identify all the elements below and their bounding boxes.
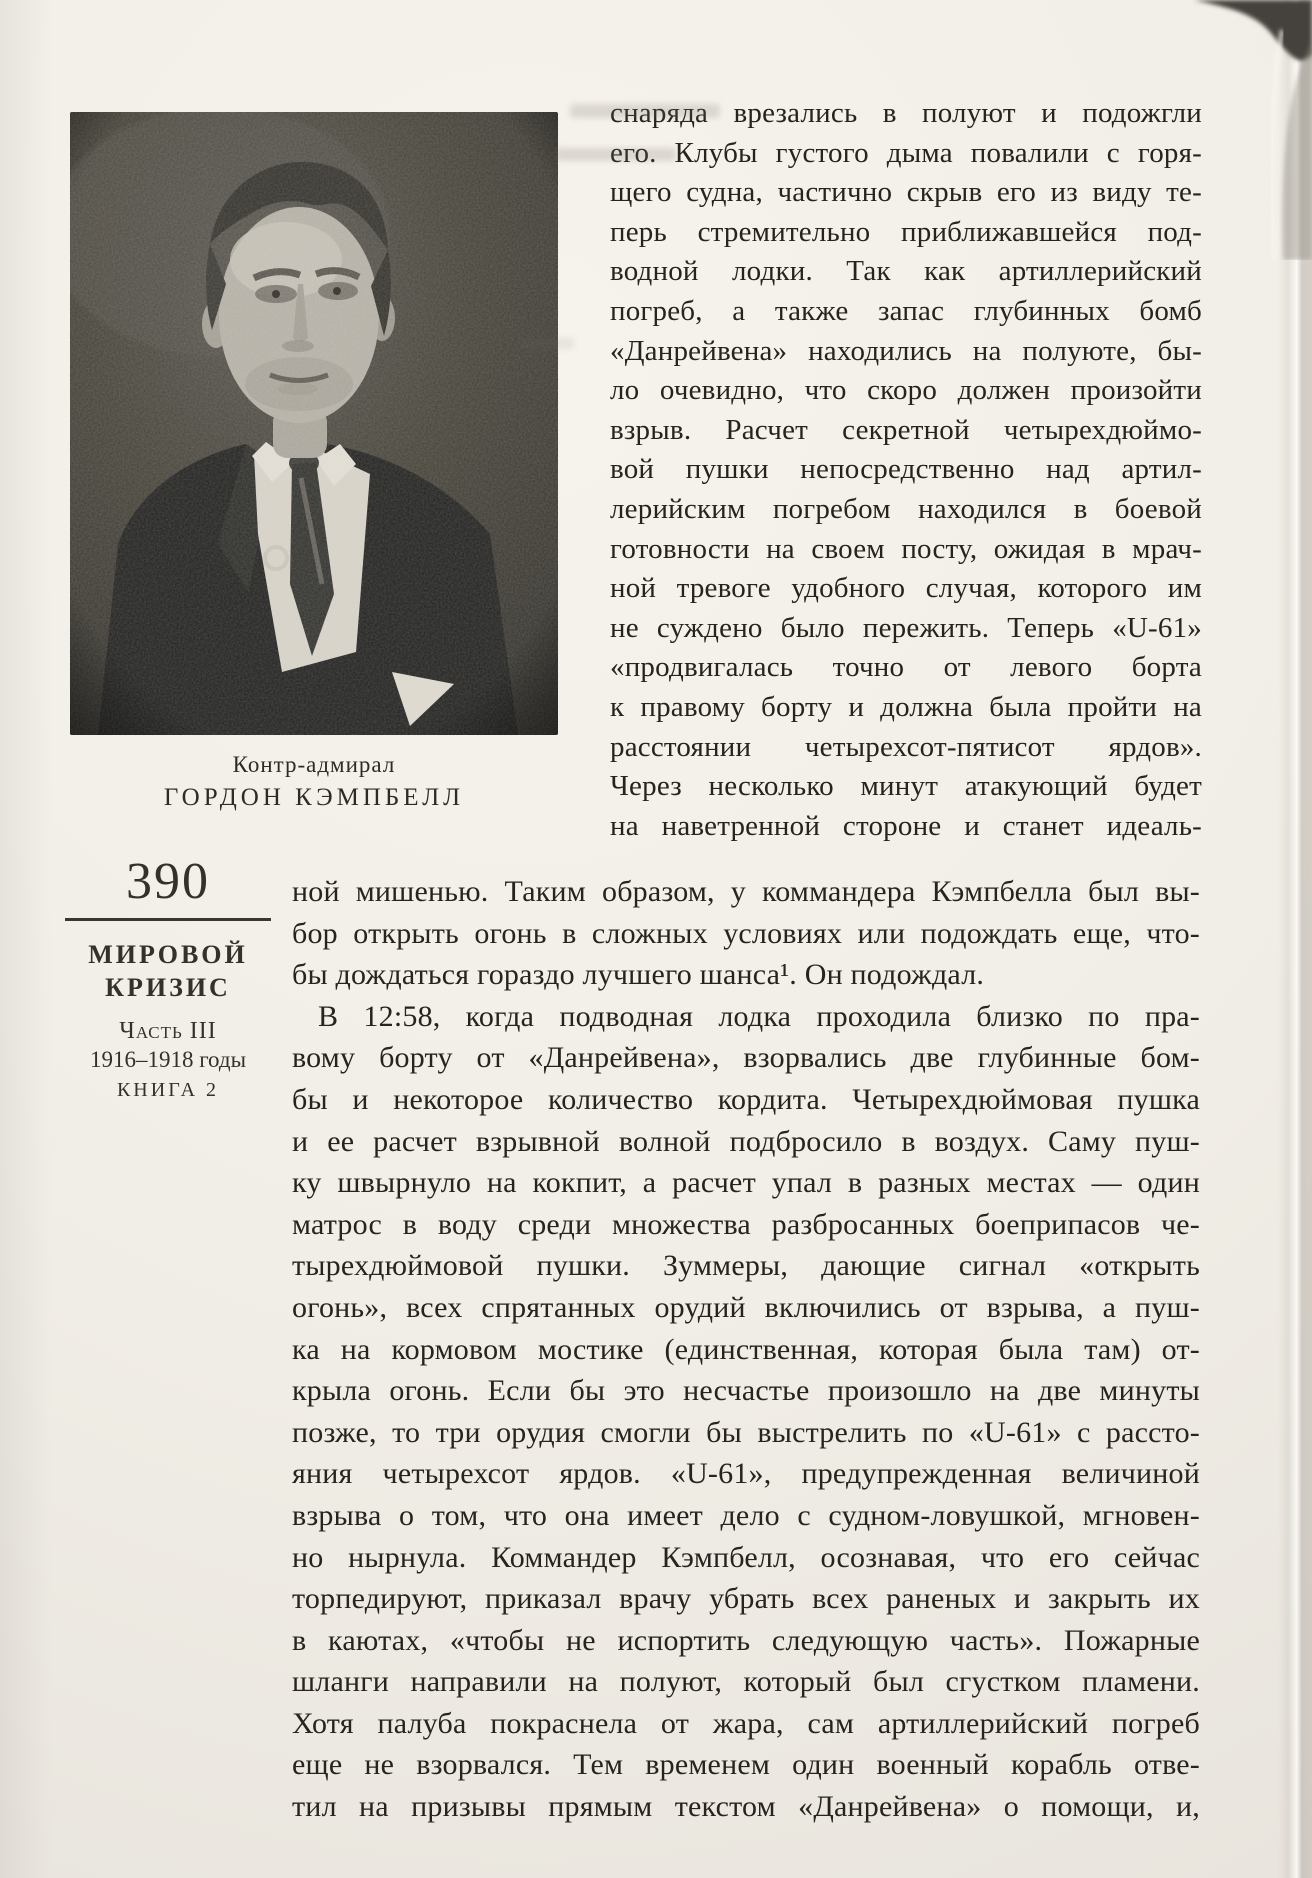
text-line: его. Клубы густого дыма повалили с горя-: [610, 136, 1202, 169]
text-line: «Данрейвена» находились на полуюте, бы-: [610, 334, 1202, 367]
show-through-smudge: [520, 338, 574, 349]
page-edge: [1278, 0, 1312, 1878]
text-line: готовности на своем посту, ожидая в мрач-: [610, 532, 1202, 565]
book-part: Часть III: [119, 1018, 217, 1044]
text-line: к правому борту и должна была пройти на: [610, 690, 1202, 723]
text-line: огонь», всех спрятанных орудий включились от взрыва, а пуш-: [292, 1290, 1200, 1324]
text-line: вой пушки непосредственно над артил-: [610, 453, 1202, 486]
text-line: в каютах, «чтобы не испортить следующую часть». Пожарные: [292, 1623, 1200, 1657]
book-title-line2: КРИЗИС: [105, 972, 231, 1002]
text-line: взрыв. Расчет секретной четырехдюймо-: [610, 413, 1202, 446]
running-sidebar: [40, 853, 296, 1102]
text-line: ку швырнуло на кокпит, а расчет упал в разных местах — один: [292, 1166, 1200, 1200]
photo-caption: [70, 752, 558, 812]
text-line: ло очевидно, что скоро должен произойти: [610, 374, 1202, 407]
divider-rule: [65, 918, 271, 921]
book-years: 1916–1918 годы: [89, 1047, 247, 1072]
text-line: В 12:58, когда подводная лодка проходила близко по пра-: [318, 999, 1200, 1033]
page-corner-shadow: [1132, 0, 1312, 260]
text-line: позже, то три орудия смогли бы выстрелить по «U-61» с рассто-: [292, 1415, 1200, 1449]
text-line: «продвигалась точно от левого борта: [610, 651, 1202, 684]
text-line: снаряда врезались в полуют и подожгли: [610, 97, 1202, 129]
show-through-smudge: [556, 148, 676, 161]
text-line: бор открыть огонь в сложных условиях или подождать еще, что-: [292, 916, 1200, 950]
portrait-photo: [70, 112, 558, 735]
text-line: не суждено было пережить. Теперь «U-61»: [610, 611, 1202, 644]
text-line: Через несколько минут атакующий будет: [610, 770, 1202, 803]
text-line: щего судна, частично скрыв его из виду те-: [610, 176, 1202, 209]
text-line: ной мишенью. Таким образом, у коммандера Кэмпбелла был вы-: [292, 875, 1200, 908]
text-line: яния четырехсот ярдов. «U-61», предупрежденная величиной: [292, 1457, 1200, 1491]
portrait-photo-image: [70, 112, 558, 735]
photo-caption-rank: Контр-адмирал: [232, 752, 396, 777]
text-line: погреб, а также запас глубинных бомб: [610, 294, 1202, 327]
text-line: торпедируют, приказал врачу убрать всех раненых и закрыть их: [292, 1582, 1200, 1616]
text-line: и ее расчет взрывной волной подбросило в воздух. Саму пуш-: [292, 1124, 1200, 1158]
text-line: ной тревоге удобного случая, которого им: [610, 572, 1202, 605]
text-line: ка на кормовом мостике (единственная, которая была там) от-: [292, 1332, 1200, 1366]
text-line: бы и некоторое количество кордита. Четырехдюймовая пушка: [292, 1082, 1200, 1116]
text-line: перь стремительно приближавшейся под-: [610, 215, 1202, 248]
book-number: КНИГА 2: [116, 1079, 220, 1101]
body-text: [292, 871, 1200, 1828]
text-line: Хотя палуба покраснела от жара, сам артиллерийский погреб: [292, 1706, 1200, 1740]
show-through-smudge: [570, 104, 720, 118]
text-line: лерийским погребом находился в боевой: [610, 492, 1202, 525]
text-line: тил на призывы прямым текстом «Данрейвена» о помощи, и,: [292, 1790, 1200, 1824]
right-column-text: [610, 94, 1202, 846]
text-line: шланги направили на полуют, который был сгустком пламени.: [292, 1665, 1200, 1699]
text-line: вому борту от «Данрейвена», взорвались две глубинные бом-: [292, 1041, 1200, 1075]
text-line: расстоянии четырехсот-пятисот ярдов».: [610, 730, 1202, 763]
page-number: 390: [126, 853, 210, 910]
text-line: на наветренной стороне и станет идеаль-: [610, 809, 1202, 842]
text-line: взрыва о том, что она имеет дело с судном-ловушкой, мгновен-: [292, 1498, 1200, 1532]
text-line: матрос в воду среди множества разбросанных боеприпасов че-: [292, 1207, 1200, 1241]
text-line: еще не взорвался. Тем временем один военный корабль отве-: [292, 1748, 1200, 1782]
text-line: водной лодки. Так как артиллерийский: [610, 255, 1202, 288]
photo-caption-name: ГОРДОН КЭМПБЕЛЛ: [163, 784, 465, 811]
text-line: но нырнула. Коммандер Кэмпбелл, осознавая, что его сейчас: [292, 1540, 1200, 1574]
text-line: бы дождаться гораздо лучшего шанса¹. Он подождал.: [292, 958, 985, 992]
text-line: тырехдюймовой пушки. Зуммеры, дающие сигнал «открыть: [292, 1249, 1200, 1283]
book-title-line1: МИРОВОЙ: [88, 940, 248, 969]
text-line: крыла огонь. Если бы это несчастье произошло на две минуты: [292, 1374, 1200, 1408]
